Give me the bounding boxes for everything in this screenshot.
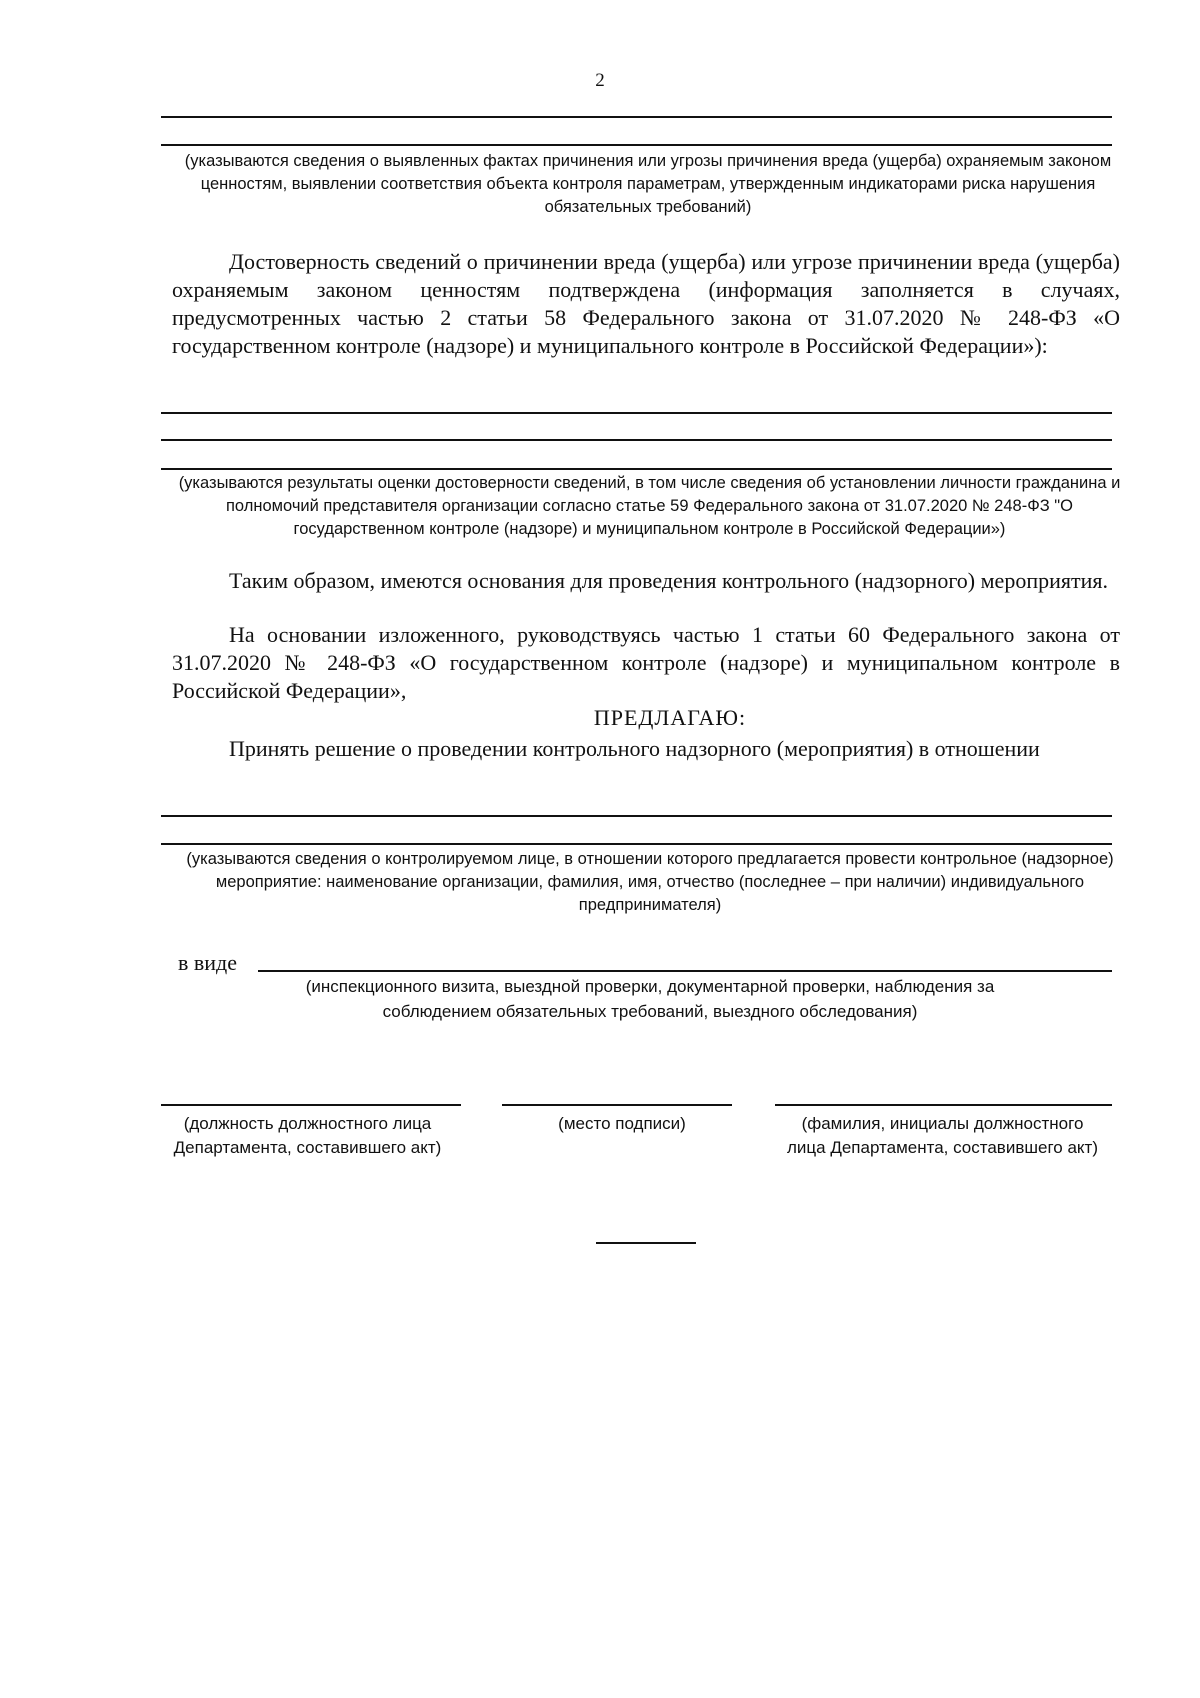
decision-paragraph: Принять решение о проведении контрольного надзорного (мероприятия) в отношении xyxy=(229,736,1040,761)
fill-line xyxy=(161,116,1112,118)
fill-line xyxy=(161,439,1112,441)
signature-line-place xyxy=(502,1104,732,1106)
proposal-heading: ПРЕДЛАГАЮ: xyxy=(593,705,747,730)
grounds-paragraph: Таким образом, имеются основания для проведения контрольного (надзорного) мероприятия. xyxy=(229,568,1108,593)
fill-line xyxy=(161,815,1112,817)
signature-position-caption: (должность должностного лица Департамента, составившего акт) xyxy=(173,1114,442,1157)
signature-place-caption: (место подписи) xyxy=(558,1114,686,1133)
reliability-results-note: (указываются результаты оценки достоверности сведений, в том числе сведения об установлении личности гражданина и полномочий представителя организации согласно статье 59 Федерального закона от 31.07.2020 № 248-ФЗ "О государственном контроле (надзоре) и муниципальном контроле в Российской Федерации») xyxy=(178,474,1121,538)
in-form-fill-line xyxy=(258,970,1112,972)
signature-name-caption: (фамилия, инициалы должностного лица Департамента, составившего акт) xyxy=(787,1114,1098,1157)
reliability-paragraph: Достоверность сведений о причинении вреда (ущерба) или угрозе причинении вреда (ущерба) охраняемым законом ценностям подтверждена (информация заполняется в случаях, предусмотренных частью 2 статьи 58 Федерального закона от 31.07.2020 № 248-ФЗ «О государственном контроле (надзоре) и муниципального контроле в Российской Федерации»): xyxy=(172,249,1120,358)
signature-line-name xyxy=(775,1104,1112,1106)
fill-line xyxy=(161,412,1112,414)
in-form-label: в виде xyxy=(178,950,238,975)
page-number: 2 xyxy=(595,70,605,91)
end-of-document-line xyxy=(596,1242,696,1244)
controlled-person-note: (указываются сведения о контролируемом лице, в отношении которого предлагается провести контрольное (надзорное) мероприятие: наименование организации, фамилия, имя, отчество (последнее – при наличии) индивидуального предпринимателя) xyxy=(186,850,1114,914)
harm-facts-note: (указываются сведения о выявленных фактах причинения или угрозы причинения вреда (ущерба) охраняемым законом ценностям, выявлении соответствия объекта контроля параметрам, утвержденным индикаторами риска нарушения обязательных требований) xyxy=(184,152,1112,216)
event-type-note: (инспекционного визита, выездной проверки, документарной проверки, наблюдения за соблюдением обязательных требований, выездного обследования) xyxy=(305,977,995,1021)
fill-line xyxy=(161,843,1112,845)
fill-line xyxy=(161,144,1112,146)
signature-line-position xyxy=(161,1104,461,1106)
based-on-paragraph: На основании изложенного, руководствуясь частью 1 статьи 60 Федерального закона от 31.07.2020 № 248-ФЗ «О государственном контроле (надзоре) и муниципальном контроле в Российской Федерации», xyxy=(172,622,1120,703)
fill-line xyxy=(161,468,1112,470)
